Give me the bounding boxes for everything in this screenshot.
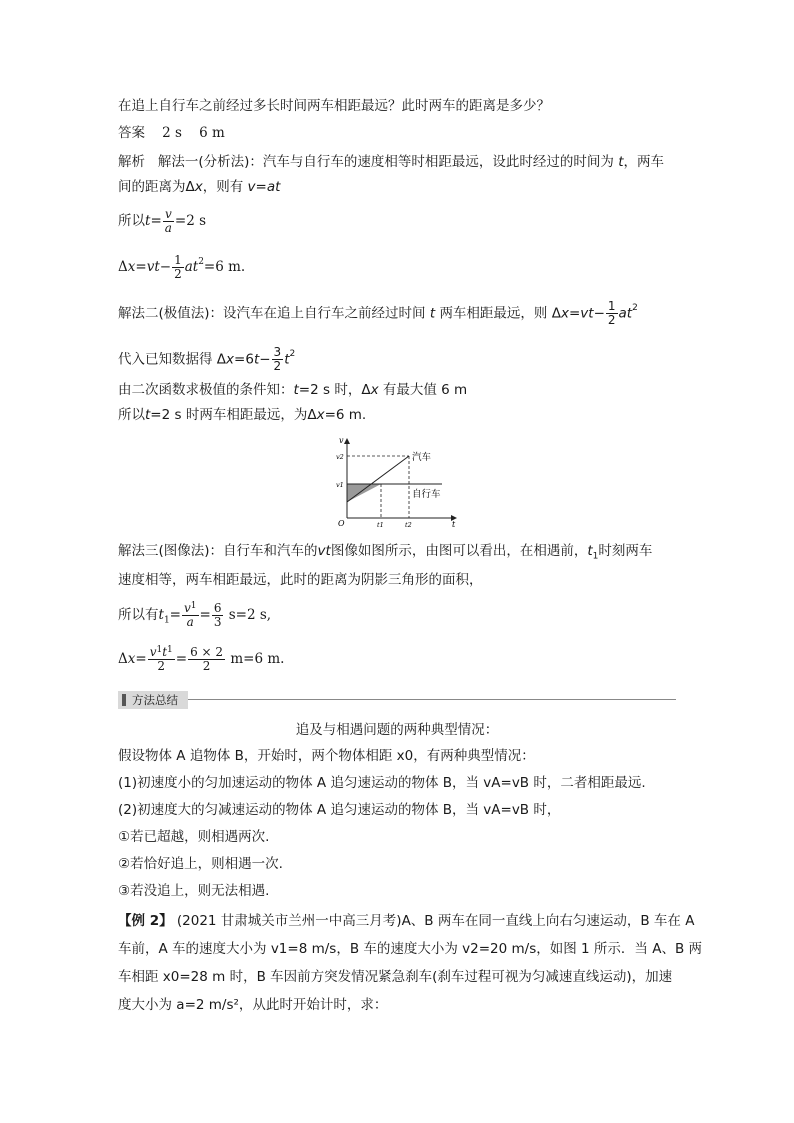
t2-label: t2 bbox=[405, 521, 412, 529]
question-line: 在追上自行车之前经过多长时间两车相距最远？此时两车的距离是多少？ bbox=[118, 98, 550, 114]
answer-time: 2 s bbox=[162, 125, 182, 141]
answer-line bbox=[118, 123, 225, 143]
v1-label: v1 bbox=[336, 481, 344, 489]
summary-case2c: ③若没追上，则无法相遇. bbox=[118, 883, 270, 899]
shaded-triangle bbox=[347, 484, 381, 502]
vt-graph bbox=[334, 433, 464, 533]
formula-t1: 所以有$t_1=$ $\frac{v^1}{a}$ = $\frac{6}{3}$ s=2 s, bbox=[118, 601, 272, 629]
method1-line1: 解析 解法一(分析法)：汽车与自行车的速度相等时相距最远，设此时经过的时间为 t，两车 bbox=[118, 154, 665, 170]
v-axis-label: v bbox=[339, 436, 344, 445]
example-line2: 车前，A 车的速度大小为 v1=8 m/s，B 车的速度大小为 v2=20 m/s，如图 1 所示．当 A、B 两 bbox=[118, 941, 703, 957]
car-label: 汽车 bbox=[412, 452, 432, 463]
method1-line2: 间的距离为Δx，则有 v=at bbox=[118, 179, 281, 195]
summary-heading: 追及与相遇问题的两种典型情况： bbox=[295, 722, 499, 738]
example-line1: 【例 2】 (2021 甘肃城关市兰州一中高三月考)A、B 两车在同一直线上向右匀速运动，B 车在 A bbox=[118, 913, 695, 929]
summary-case1: (1)初速度小的匀加速运动的物体 A 追匀速运动的物体 B，当 vA=vB 时，二者相距最远. bbox=[118, 775, 646, 791]
method3-line1: 解法三(图像法)：自行车和汽车的vt图像如图所示，由图可以看出，在相遇前，$t_1$时刻两车 bbox=[118, 543, 653, 562]
summary-case2: (2)初速度大的匀减速运动的物体 A 追匀速运动的物体 B，当 vA=vB 时， bbox=[118, 802, 561, 818]
method3-line2: 速度相等，两车相距最远，此时的距离为阴影三角形的面积， bbox=[118, 572, 483, 588]
summary-intro: 假设物体 A 追物体 B，开始时，两个物体相距 x0，有两种典型情况： bbox=[118, 748, 535, 764]
v2-label: v2 bbox=[336, 453, 344, 461]
method2-line: 解法二(极值法)：设汽车在追上自行车之前经过时间 t 两车相距最远，则 Δx=vt− $\frac{1}{2}$ $at^2$ bbox=[118, 299, 638, 327]
t-axis-label: t bbox=[452, 520, 456, 529]
example-line3: 车相距 x0=28 m 时，B 车因前方突发情况紧急刹车(刹车过程可视为匀减速直线运动)，加速 bbox=[118, 969, 673, 985]
answer-label: 答案 bbox=[118, 125, 145, 141]
formula-t: 所以t= $\frac{v}{a}$ =2 s bbox=[118, 207, 207, 235]
car-line bbox=[347, 456, 409, 502]
bike-label: 自行车 bbox=[412, 489, 441, 500]
summary-case2b: ②若恰好追上，则相遇一次. bbox=[118, 856, 283, 872]
summary-rule bbox=[188, 699, 676, 700]
formula-dx: Δx=vt− $\frac{1}{2}$ $at^2=6$ m. bbox=[118, 253, 246, 281]
example-line4: 度大小为 a=2 m/s²，从此时开始计时，求： bbox=[118, 997, 388, 1013]
method-summary-banner bbox=[118, 691, 676, 709]
conclusion-line: 所以t=2 s 时两车相距最远，为Δx=6 m. bbox=[118, 407, 367, 423]
origin-label: O bbox=[338, 519, 345, 528]
example-tag: 【例 2】 bbox=[118, 913, 173, 929]
summary-tag: 方法总结 bbox=[118, 691, 188, 709]
extremum-line: 由二次函数求极值的条件知：t=2 s 时，Δx 有最大值 6 m bbox=[118, 382, 468, 398]
answer-distance: 6 m bbox=[199, 125, 225, 141]
substitute-line: 代入已知数据得 Δx=6t− $\frac{3}{2}$ $t^2$ bbox=[118, 345, 296, 373]
formula-dx2: Δx= $\frac{v^1t^1}{2}$ = $\frac{6 \times 2}{2}$ m=6 m. bbox=[118, 645, 285, 673]
t1-label: t1 bbox=[377, 521, 384, 529]
summary-case2a: ①若已超越，则相遇两次. bbox=[118, 829, 270, 845]
